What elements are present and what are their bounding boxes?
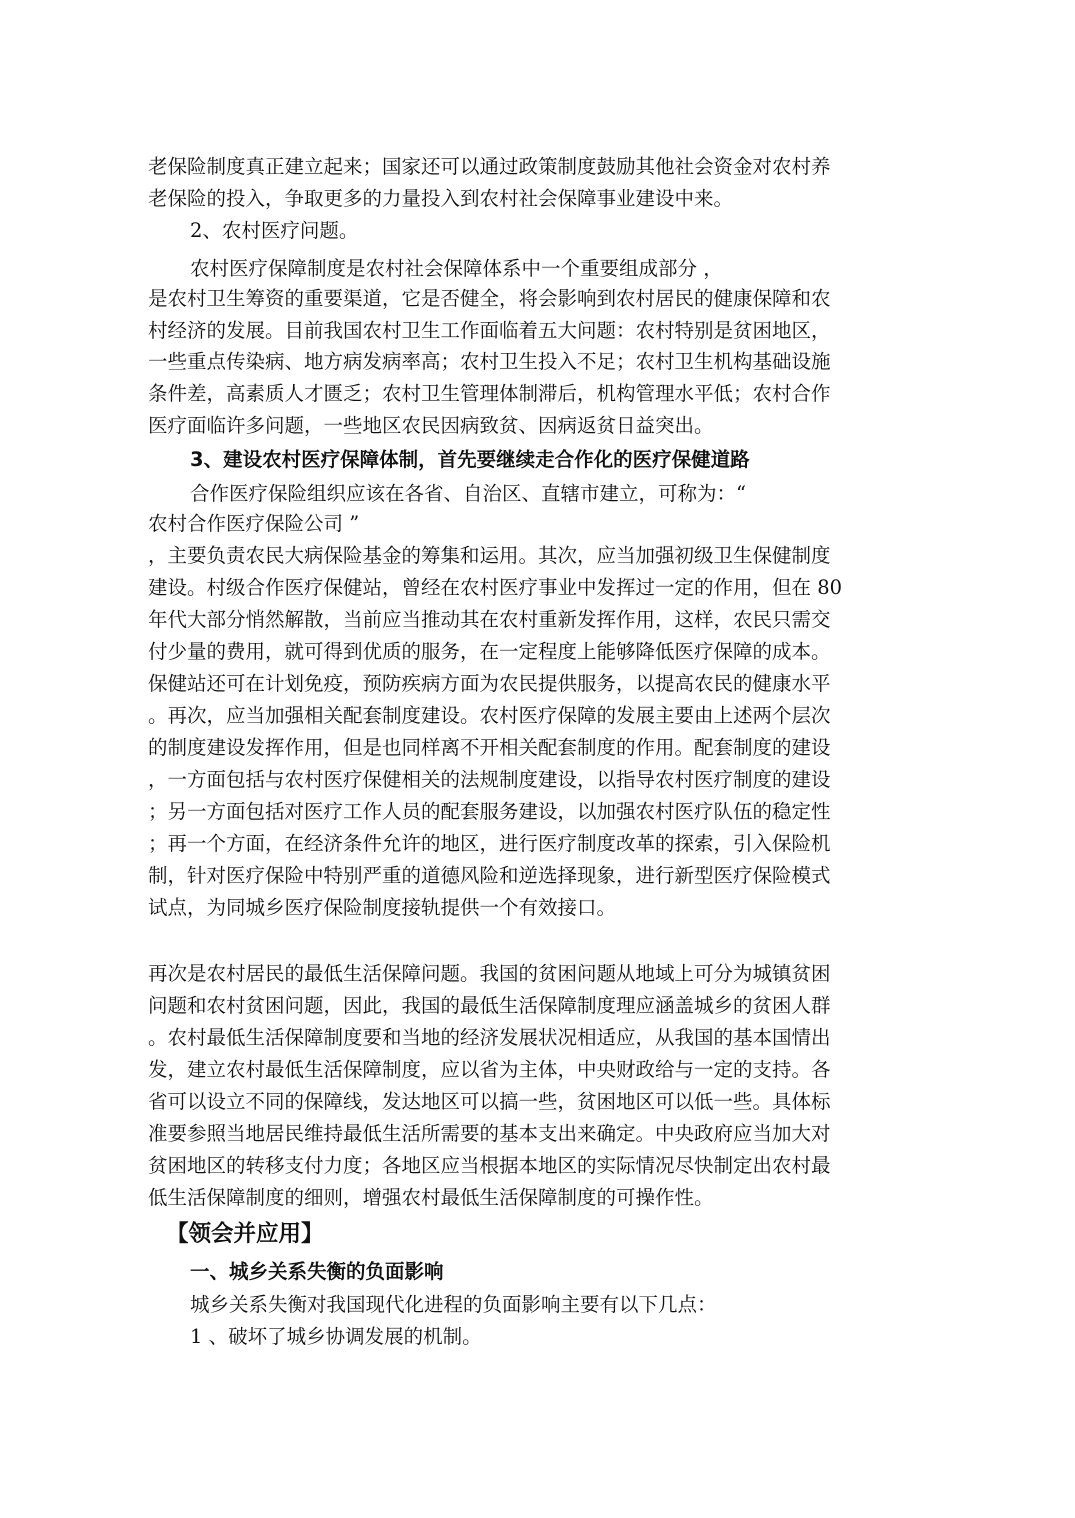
text-line: ；再一个方面，在经济条件允许的地区，进行医疗制度改革的探索，引入保险机	[148, 832, 831, 855]
section-heading: 2、农村医疗问题。	[190, 219, 359, 242]
text-line: ；另一方面包括对医疗工作人员的配套服务建设，以加强农村医疗队伍的稳定性	[148, 800, 831, 823]
text-line: 一些重点传染病、地方病发病率高；农村卫生投入不足；农村卫生机构基础设施	[148, 350, 831, 373]
text-line: 村经济的发展。目前我国农村卫生工作面临着五大问题：农村特别是贫困地区，	[148, 319, 831, 342]
text-line: ，主要负责农民大病保险基金的筹集和运用。其次，应当加强初级卫生保健制度	[148, 544, 831, 567]
text-line: 低生活保障制度的细则，增强农村最低生活保障制度的可操作性。	[148, 1186, 714, 1209]
section-title: 【领会并应用】	[166, 1221, 324, 1247]
text-line: 准要参照当地居民维持最低生活所需要的基本支出来确定。中央政府应当加大对	[148, 1122, 831, 1145]
text-line: 制，针对医疗保险中特别严重的道德风险和逆选择现象，进行新型医疗保险模式	[148, 864, 831, 887]
text-line: 问题和农村贫困问题，因此，我国的最低生活保障制度理应涵盖城乡的贫困人群	[148, 994, 831, 1017]
text-line: 1 、破坏了城乡协调发展的机制。	[190, 1325, 482, 1348]
text-line: 合作医疗保险组织应该在各省、自治区、直辖市建立，可称为：“	[190, 482, 746, 505]
text-line: 发，建立农村最低生活保障制度，应以省为主体，中央财政给与一定的支持。各	[148, 1058, 831, 1081]
text-line: 条件差，高素质人才匮乏；农村卫生管理体制滞后，机构管理水平低；农村合作	[148, 382, 831, 405]
text-line: 再次是农村居民的最低生活保障问题。我国的贫困问题从地域上可分为城镇贫困	[148, 962, 831, 985]
text-line: 农村合作医疗保险公司 ”	[148, 512, 360, 535]
text-line: 建设。村级合作医疗保健站，曾经在农村医疗事业中发挥过一定的作用，但在 80	[148, 576, 843, 599]
text-line: 年代大部分悄然解散，当前应当推动其在农村重新发挥作用，这样，农民只需交	[148, 608, 831, 631]
text-line: 付少量的费用，就可得到优质的服务，在一定程度上能够降低医疗保障的成本。	[148, 640, 831, 663]
text-line: 。农村最低生活保障制度要和当地的经济发展状况相适应，从我国的基本国情出	[148, 1026, 831, 1049]
section-heading: 3、建设农村医疗保障体制，首先要继续走合作化的医疗保健道路	[190, 448, 750, 471]
text-line: 试点，为同城乡医疗保险制度接轨提供一个有效接口。	[148, 896, 617, 919]
text-line: 。再次，应当加强相关配套制度建设。农村医疗保障的发展主要由上述两个层次	[148, 704, 831, 727]
text-line: 是农村卫生筹资的重要渠道，它是否健全，将会影响到农村居民的健康保障和农	[148, 287, 831, 310]
section-heading: 一、城乡关系失衡的负面影响	[190, 1260, 444, 1283]
text-line: 老保险制度真正建立起来；国家还可以通过政策制度鼓励其他社会资金对农村养	[148, 155, 831, 178]
text-line: ，一方面包括与农村医疗保健相关的法规制度建设，以指导农村医疗制度的建设	[148, 768, 831, 791]
text-line: 老保险的投入，争取更多的力量投入到农村社会保障事业建设中来。	[148, 187, 734, 210]
text-line: 医疗面临许多问题，一些地区农民因病致贫、因病返贫日益突出。	[148, 414, 714, 437]
text-line: 保健站还可在计划免疫，预防疾病方面为农民提供服务，以提高农民的健康水平	[148, 672, 831, 695]
text-line: 贫困地区的转移支付力度；各地区应当根据本地区的实际情况尽快制定出农村最	[148, 1154, 831, 1177]
text-line: 的制度建设发挥作用，但是也同样离不开相关配套制度的作用。配套制度的建设	[148, 736, 831, 759]
text-line: 省可以设立不同的保障线，发达地区可以搞一些，贫困地区可以低一些。具体标	[148, 1090, 831, 1113]
text-line: 城乡关系失衡对我国现代化进程的负面影响主要有以下几点：	[190, 1293, 717, 1316]
text-line: 农村医疗保障制度是农村社会保障体系中一个重要组成部分 ，	[190, 257, 723, 280]
